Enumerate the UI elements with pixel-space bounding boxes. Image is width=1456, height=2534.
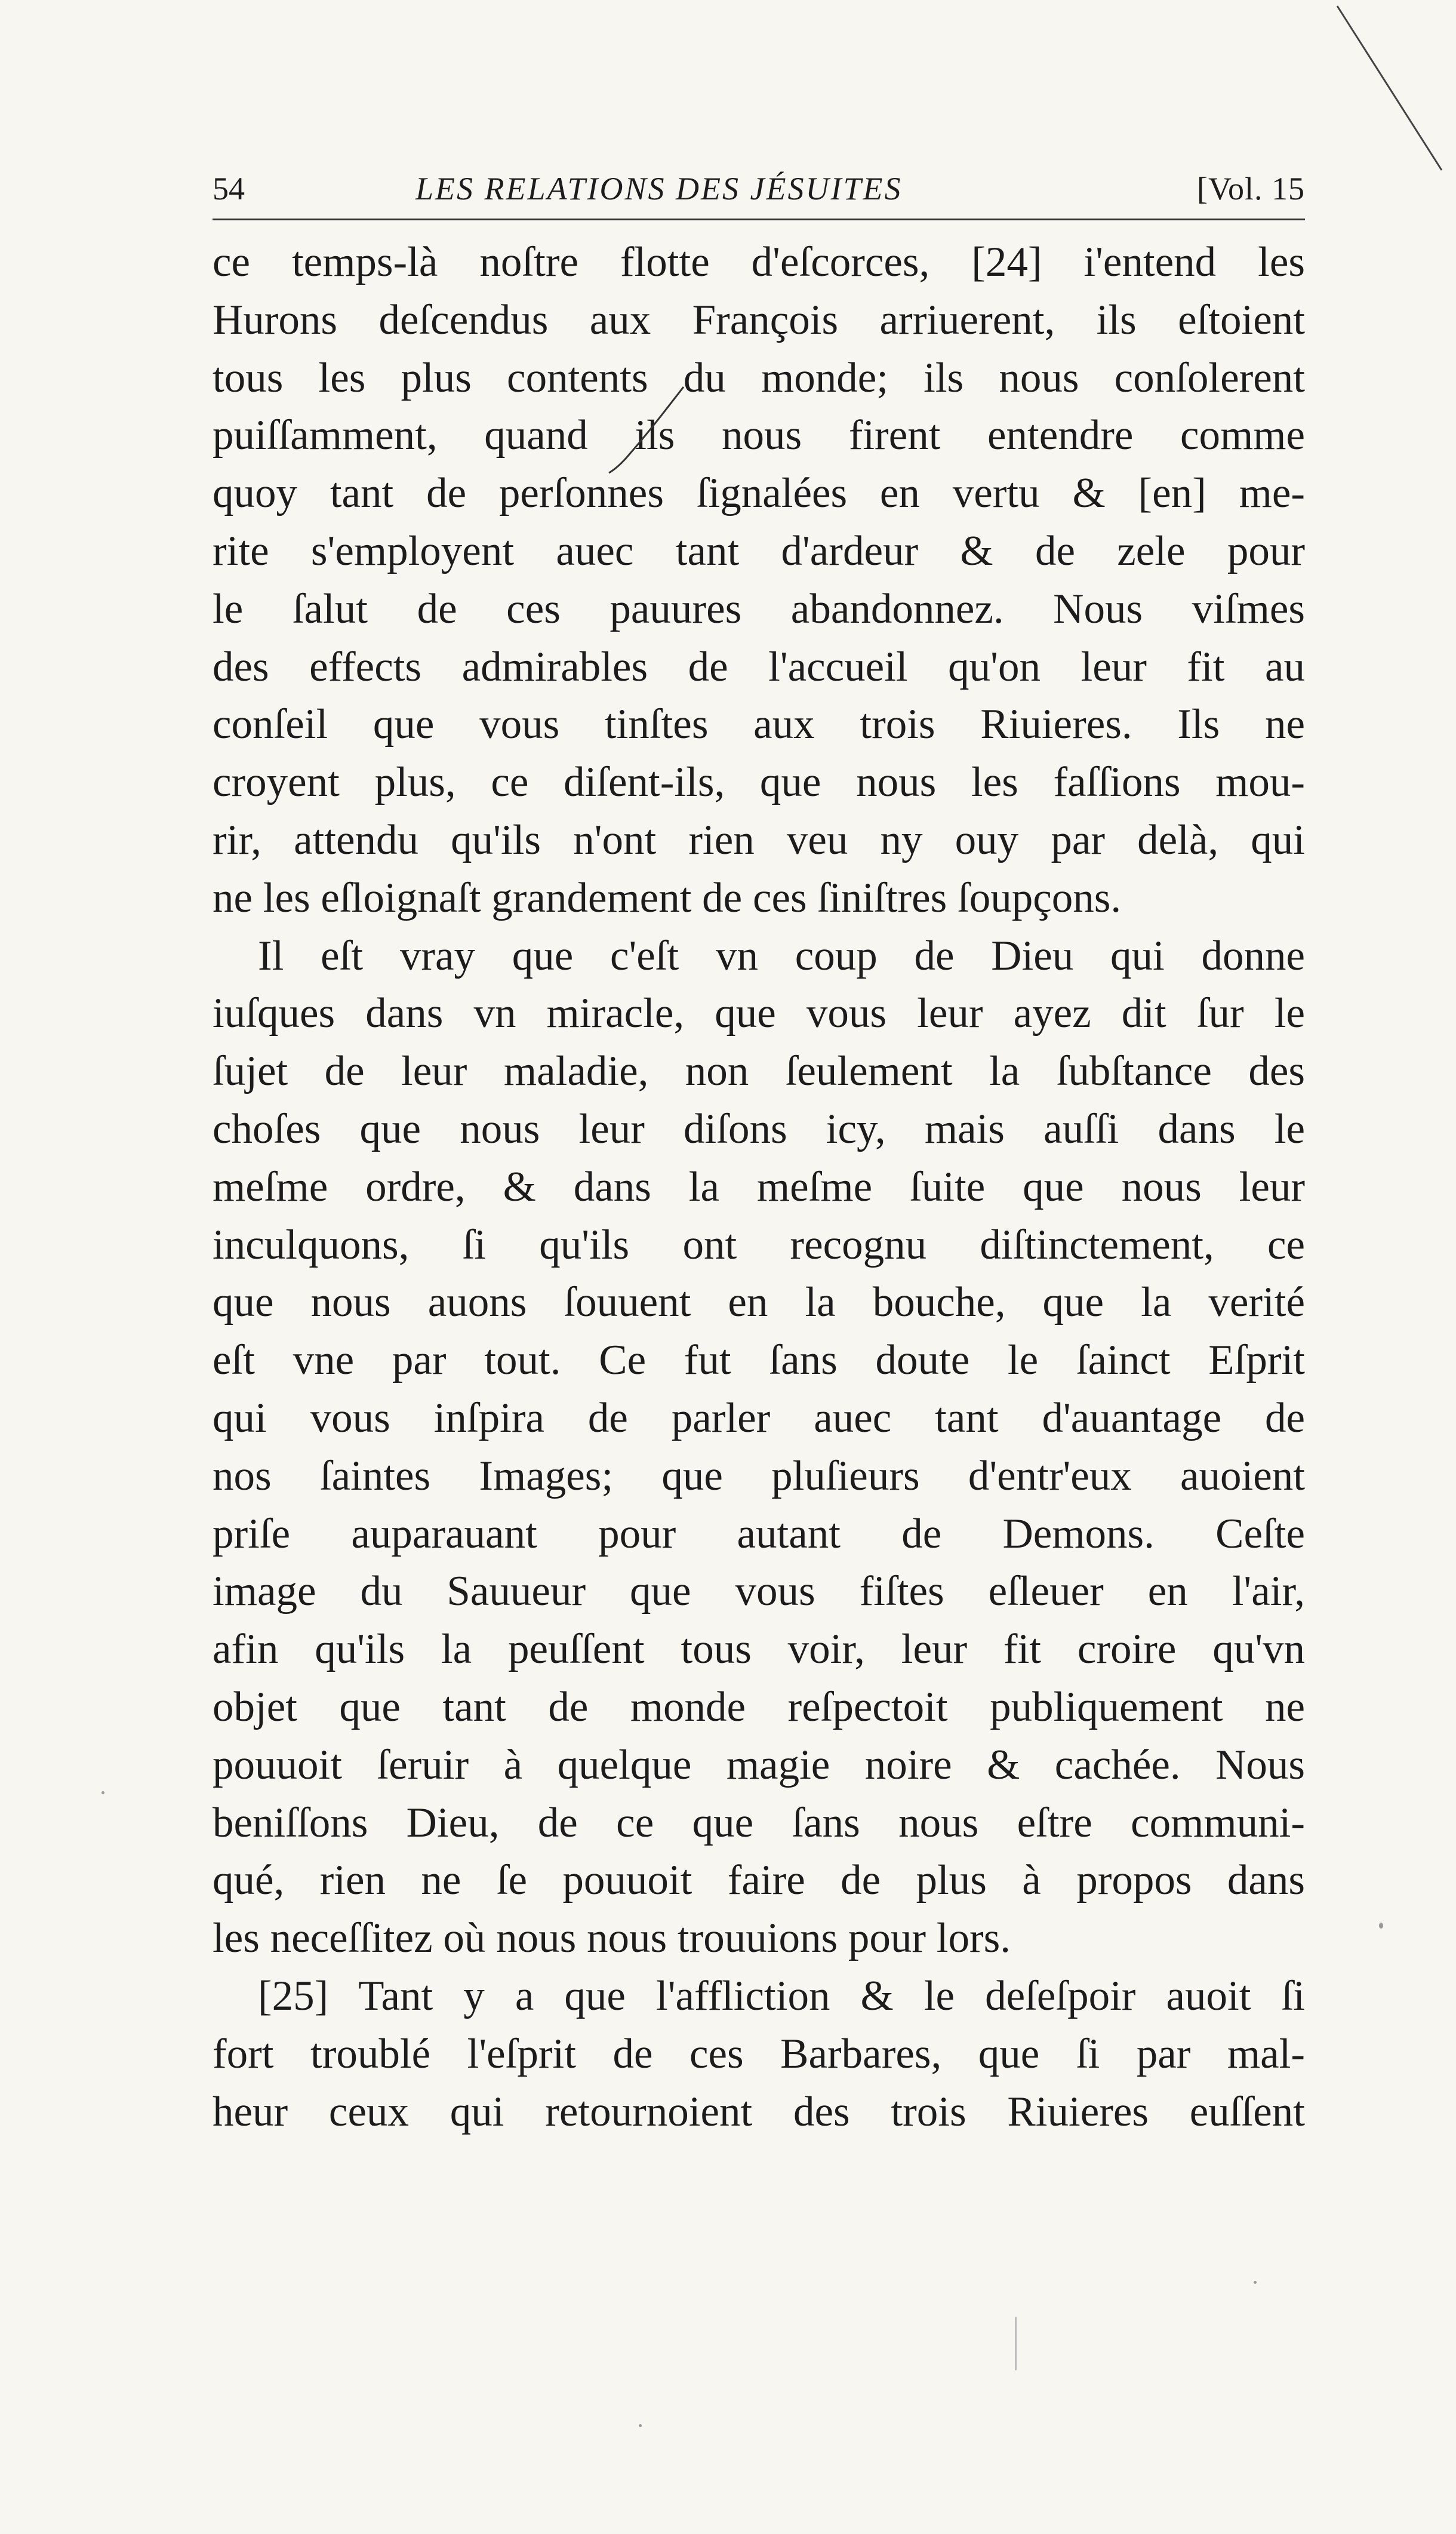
text-line: heur ceux qui retournoient des trois Riuieres euſſent (213, 2088, 1305, 2135)
text-line: conſeil que vous tinſtes aux trois Riuieres. Ils ne (213, 701, 1305, 748)
text-line: iuſques dans vn miracle, que vous leur ayez dit ſur le (213, 990, 1305, 1037)
text-line: ſujet de leur maladie, non ſeulement la ſubſtance des (213, 1048, 1305, 1095)
header-rule (213, 219, 1305, 220)
text-line: eſt vne par tout. Ce fut ſans doute le ſainct Eſprit (213, 1337, 1305, 1384)
text-line: rite s'employent auec tant d'ardeur & de zele pour (213, 527, 1305, 574)
text-line: ce temps-là noſtre flotte d'eſcorces, [24] i'entend les (213, 239, 1305, 285)
paper-speck (1015, 2317, 1017, 2370)
paragraph-3 (213, 1967, 1305, 2141)
text-line: nos ſaintes Images; que pluſieurs d'entr'eux auoient (213, 1452, 1305, 1499)
paragraph-2 (213, 927, 1305, 1967)
text-line: beniſſons Dieu, de ce que ſans nous eſtre communi- (213, 1799, 1305, 1846)
text-line: tous les plus contents du monde; ils nous conſolerent (213, 354, 1305, 401)
text-line: que nous auons ſouuent en la bouche, que la verité (213, 1279, 1305, 1326)
text-line: meſme ordre, & dans la meſme ſuite que nous leur (213, 1163, 1305, 1210)
text-line: afin qu'ils la peuſſent tous voir, leur fit croire qu'vn (213, 1626, 1305, 1673)
text-line: pouuoit ſeruir à quelque magie noire & cachée. Nous (213, 1741, 1305, 1788)
running-title: LES RELATIONS DES JÉSUITES (415, 171, 903, 207)
margin-pen-stroke (1331, 0, 1451, 179)
text-line: qui vous inſpira de parler auec tant d'auantage de (213, 1394, 1305, 1441)
text-line: Il eſt vray que c'eſt vn coup de Dieu qui donne (258, 932, 1305, 979)
paper-speck (639, 2424, 642, 2427)
ink-flourish (603, 382, 692, 478)
body-text (213, 233, 1305, 2141)
paper-speck (1379, 1923, 1383, 1929)
text-line: des effects admirables de l'accueil qu'on leur fit au (213, 643, 1305, 690)
text-line: ne les eſloignaſt grandement de ces ſiniſtres ſoupçons. (213, 874, 1122, 921)
text-line: Hurons deſcendus aux François arriuerent, ils eſtoient (213, 296, 1305, 343)
text-line: priſe auparauant pour autant de Demons. Ceſte (213, 1510, 1305, 1557)
volume-label: [Vol. 15 (1196, 171, 1305, 207)
paragraph-1 (213, 233, 1305, 927)
text-line: puiſſamment, quand ils nous firent entendre comme (213, 412, 1305, 459)
text-line: choſes que nous leur diſons icy, mais auſſi dans le (213, 1105, 1305, 1152)
text-line: quoy tant de perſonnes ſignalées en vertu & [en] me- (213, 470, 1305, 517)
text-line: fort troublé l'eſprit de ces Barbares, que ſi par mal- (213, 2030, 1305, 2077)
paper-speck (1254, 2281, 1257, 2284)
text-line: les neceſſitez où nous nous trouuions pour lors. (213, 1915, 1011, 1962)
text-line: qué, rien ne ſe pouuoit faire de plus à propos dans (213, 1857, 1305, 1904)
text-line: [25] Tant y a que l'affliction & le deſeſpoir auoit ſi (258, 1972, 1305, 2019)
text-line: image du Sauueur que vous fiſtes eſleuer en l'air, (213, 1568, 1305, 1615)
book-page (213, 167, 1305, 2141)
text-line: croyent plus, ce diſent-ils, que nous les faſſions mou- (213, 759, 1305, 806)
text-line: inculquons, ſi qu'ils ont recognu diſtinctement, ce (213, 1221, 1305, 1268)
paper-speck (101, 1791, 104, 1794)
text-line: rir, attendu qu'ils n'ont rien veu ny ouy par delà, qui (213, 816, 1305, 863)
running-header (213, 167, 1305, 210)
text-line: le ſalut de ces pauures abandonnez. Nous viſmes (213, 585, 1305, 632)
page-number: 54 (213, 171, 245, 207)
text-line: objet que tant de monde reſpectoit publiquement ne (213, 1683, 1305, 1730)
